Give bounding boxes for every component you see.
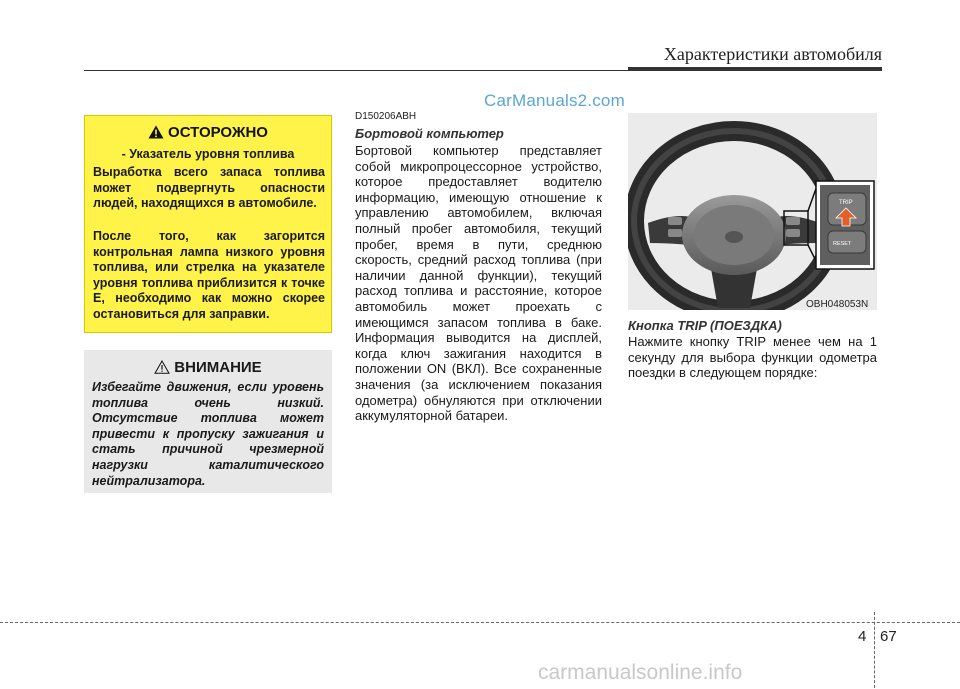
page-number: 67 bbox=[880, 628, 897, 645]
warning-title bbox=[85, 124, 331, 143]
section-heading: Бортовой компьютер bbox=[355, 126, 504, 141]
header-rule-accent bbox=[628, 67, 882, 71]
warning-paragraph: Выработка всего запаса топлива может подвергнуть опасности людей, находящихся в автомобиле. bbox=[93, 165, 325, 211]
trip-button-text: Нажмите кнопку TRIP менее чем на 1 секунду для выбора функции одометра поездки в следующем порядке: bbox=[628, 334, 877, 381]
steering-wheel-illustration bbox=[628, 113, 877, 310]
footer-divider bbox=[874, 612, 876, 688]
caution-title-text: ВНИМАНИЕ bbox=[174, 359, 262, 376]
caution-triangle-icon bbox=[154, 360, 170, 378]
warning-title-text: ОСТОРОЖНО bbox=[168, 124, 268, 141]
header-title: Характеристики автомобиля bbox=[663, 44, 882, 64]
caution-title bbox=[84, 359, 332, 378]
section-body: Бортовой компьютер представляет собой микропроцессорное устройство, которое предоставляет водителю информацию, имеющую отношение к управлению автомобилем, включая полный пробег автомобиля, текущий пробег, время в пути, среднюю скорость, средний расход топлива (при наличии данной функции), текущий расход топлива и расстояние, которое автомобиль может проехать с имеющимся запасом топлива в баке. Информация выводится на дисплей, когда ключ зажигания находится в положении ON (ВКЛ). Все сохраненные значения (за исключением показания одометра) обнуляются при отключении аккумуляторной батареи. bbox=[355, 143, 602, 424]
caution-text: Избегайте движения, если уровень топлива очень низкий. Отсутствие топлива может привести к пропуску зажигания и стать причиной чрезмерной нагрузки каталитического нейтрализатора. bbox=[92, 380, 324, 488]
page-chapter: 4 bbox=[858, 628, 867, 645]
watermark-top[interactable]: CarManuals2.com bbox=[484, 91, 625, 110]
figure-code: OBH048053N bbox=[806, 299, 869, 310]
warning-triangle-icon bbox=[148, 125, 164, 143]
footer-rule bbox=[0, 622, 960, 623]
trip-label: TRIP bbox=[839, 200, 853, 206]
reset-label: RESET bbox=[833, 241, 852, 247]
header-rule bbox=[84, 70, 628, 71]
watermark-bottom[interactable]: carmanualsonline.info bbox=[538, 661, 743, 684]
warning-box bbox=[84, 115, 332, 333]
caution-box bbox=[84, 350, 332, 493]
warning-paragraph: После того, как загорится контрольная лампа низкого уровня топлива, или стрелка на указателе уровня топлива приблизится к точке E, необходимо как можно скорее остановиться для заправки. bbox=[93, 229, 325, 321]
trip-button-heading: Кнопка TRIP (ПОЕЗДКА) bbox=[628, 318, 782, 333]
section-code: D150206ABH bbox=[355, 111, 417, 122]
steering-wheel-figure bbox=[628, 113, 877, 310]
warning-subtitle: - Указатель уровня топлива bbox=[121, 147, 295, 161]
